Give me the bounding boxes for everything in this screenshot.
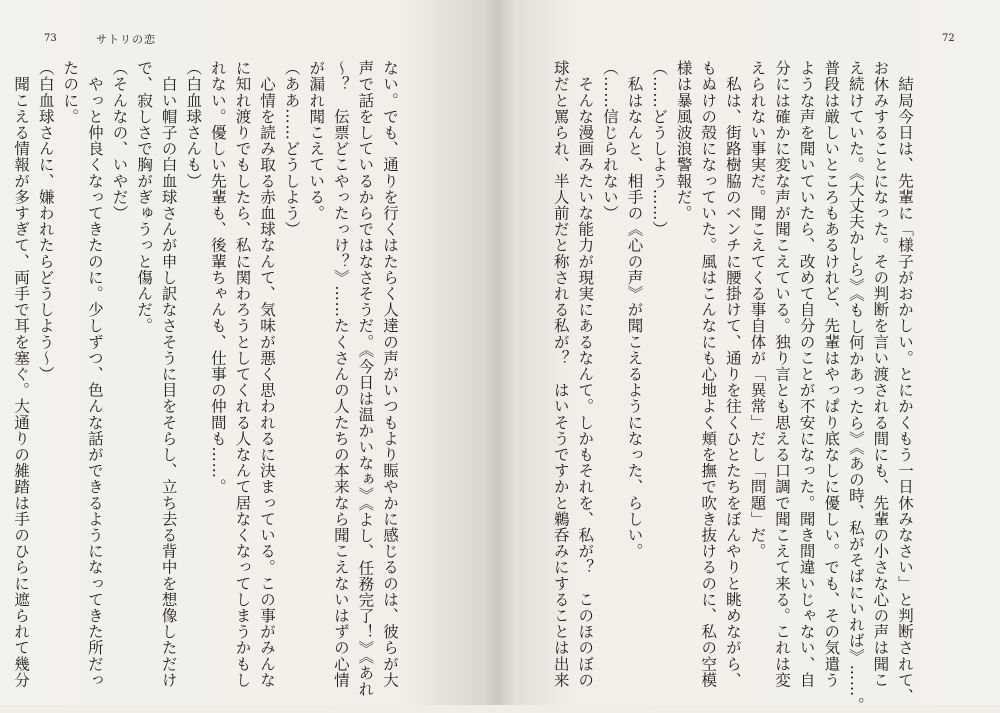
text-column: （白血球さんも） — [184, 60, 203, 189]
text-column: たのに。 — [61, 60, 80, 125]
text-column: れない。優しい先輩も、後輩ちゃんも、仕事の仲間も……。 — [208, 60, 227, 495]
text-column: もぬけの殻になっていた。風はこんなにも心地よく頬を撫で吹き抜けるのに、私の空模 — [699, 60, 718, 688]
text-column: 白い帽子の白血球さんが申し訳なさそうに目をそらし、立ち去る背中を想像しただけ — [159, 60, 178, 688]
text-column: （……どうしよう……） — [650, 60, 669, 238]
text-column: 普段は厳しいところもあるけれど、先輩はやっぱり底なしに優しい。でも、その気遣う — [822, 60, 841, 688]
text-column: 心情を読み取る赤血球なんて、気味が悪く思われるに決まっている。この事がみんな — [258, 60, 277, 688]
text-column: そんな漫画みたいな能力が現実にあるなんて。しかもそれを、私が？ このほのぼの — [576, 60, 595, 688]
text-column: ない。でも、通りを行くはたらく人達の声がいつもより賑やかに感じるのは、彼らが大 — [381, 60, 399, 688]
text-column: え続けていた。《大丈夫かしら》《もし何かあったら》《あの時、私がそばにいれば》……。 — [846, 60, 865, 713]
right-page-number: 72 — [942, 33, 955, 44]
text-column: 私は、街路樹脇のベンチに腰掛けて、通りを往くひとたちをぼんやりと眺めながら、 — [723, 60, 742, 688]
text-column: （ああ……どうしよう） — [282, 60, 301, 238]
right-page-text — [551, 60, 917, 713]
text-column: が漏れ聞こえている。 — [307, 60, 326, 221]
text-column: に知れ渡りでもしたら、私に関わろうとしてくれる人なんて居なくなってしまうかもし — [233, 60, 252, 688]
text-column: （そんなの、いやだ） — [110, 60, 129, 221]
text-column: ような声を聞いていたら、改めて自分のことが不安になった。聞き間違いじゃない、自 — [797, 60, 816, 688]
text-column: （白血球さんに、嫌われたらどうしよう～） — [36, 60, 55, 382]
text-column: で、寂しさで胸がぎゅうっと傷んだ。 — [135, 60, 154, 334]
text-column: 様は暴風波浪警報だ。 — [674, 60, 693, 221]
text-column: 球だと罵られ、半人前だと称される私が？ はいそうですかと鵜呑みにすることは出来 — [551, 60, 570, 688]
text-column: ～？ 伝票どこやったっけ？》……たくさんの人たちの本来なら聞こえないはずの心情 — [331, 60, 350, 688]
text-column: 聞こえる情報が多すぎて、両手で耳を塞ぐ。大通りの雑踏は手のひらに遮られて幾分 — [12, 60, 31, 688]
text-column: 分には確かに変な声が聞こえている。独り言とも思える口調で聞こえて来る。これは変 — [773, 60, 792, 688]
running-title: サトリの恋 — [96, 33, 156, 46]
left-page-number: 73 — [44, 33, 57, 44]
text-column: 声で話をしているからではなさそうだ。《今日は温かいなぁ》《よし、任務完了！》《あれ — [356, 60, 375, 697]
text-column: やっと仲良くなってきたのに。少しずつ、色んな話ができるようになってきた所だっ — [85, 60, 104, 688]
text-column: えられない事実だ。聞こえてくる事自体が「異常」だし「問題」だ。 — [748, 60, 767, 560]
text-column: 結局今日は、先輩に「様子がおかしい。とにかくもう一日休みなさい」と判断されて、 — [896, 60, 914, 704]
text-column: 私はなんと、相手の《心の声》が聞こえるようになった、らしい。 — [625, 60, 644, 560]
left-page-text — [12, 60, 402, 697]
text-column: お休みすることになった。その判断を言い渡される間にも、先輩の小さな心の声は聞こ — [871, 60, 890, 688]
text-column: （……信じられない） — [600, 60, 619, 221]
